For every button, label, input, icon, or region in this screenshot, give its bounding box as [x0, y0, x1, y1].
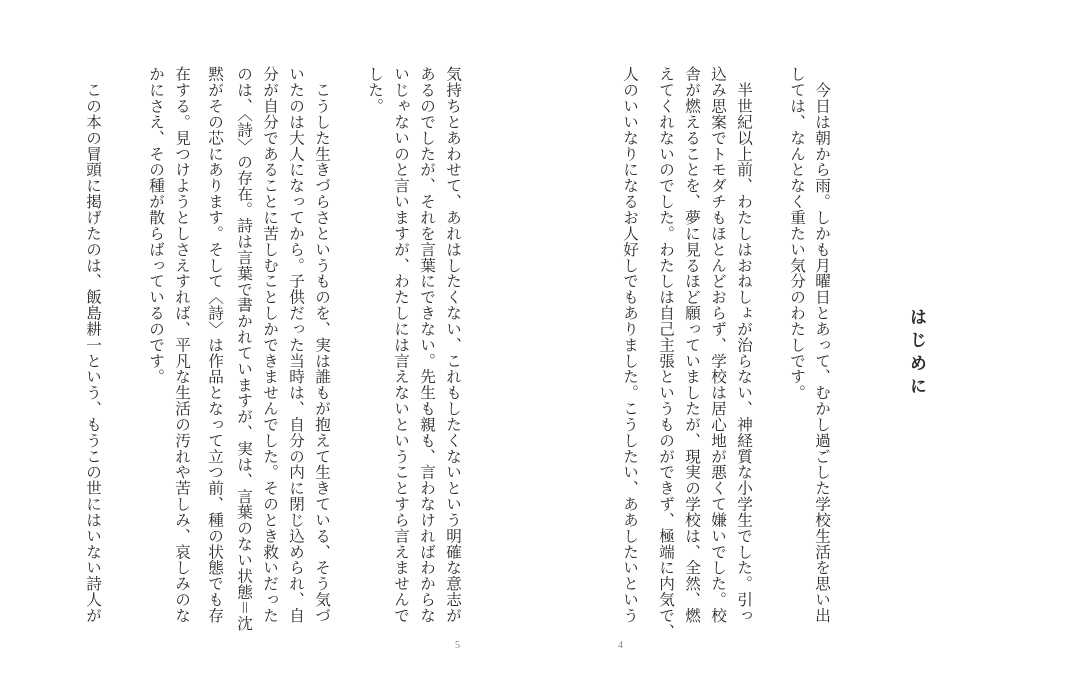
- text-line: 半世紀以上前、わたしはおねしょが治らない、神経質な小学生でした。引っ: [735, 66, 753, 624]
- text-line: した。: [366, 66, 384, 114]
- text-line: こうした生きづらさというものを、実は誰もが抱えて生きている、そう気づ: [313, 66, 331, 624]
- text-line: 在する。見つけようとしさえすれば、平凡な生活の汚れや苦しみ、哀しみのな: [173, 66, 191, 624]
- text-line: 舎が燃えることを、夢に見るほど願っていましたが、現実の学校は、全然、燃: [683, 66, 701, 624]
- text-line: かにさえ、その種が散らばっているのです。: [147, 66, 165, 385]
- text-line: 気持ちとあわせて、あれはしたくない、これもしたくないという明確な意志が: [444, 66, 462, 624]
- text-line: しては、なんとなく重たい気分のわたしです。: [788, 66, 806, 401]
- text-line: この本の冒頭に掲げたのは、飯島耕一という、もうこの世にはいない詩人が: [84, 66, 102, 624]
- text-line: あるのでしたが、それを言葉にできない。先生も親も、言わなければわからな: [418, 66, 436, 624]
- text-line: えてくれないのでした。わたしは自己主張というものができず、極端に内気で、: [657, 66, 675, 640]
- text-line: 人のいいなりになるお人好しでもありました。こうしたい、ああしたいという: [621, 66, 639, 624]
- chapter-heading: はじめに: [906, 308, 926, 400]
- text-line: 込み思案でトモダチもほとんどおらず、学校は居心地が悪くて嫌いでした。校: [709, 66, 727, 624]
- text-line: いたのは大人になってから。子供だった当時は、自分の内に閉じ込められ、自: [287, 66, 305, 624]
- text-line: いじゃないのと言いますが、わたしには言えないということすら言えませんで: [392, 66, 410, 624]
- page-number: 4: [618, 640, 623, 651]
- text-line: 分が自分であることに苦しむことしかできませんでした。そのとき救いだった: [261, 66, 279, 624]
- text-line: のは、〈詩〉の存在。詩は言葉で書かれていますが、実は、言葉のない状態＝沈: [235, 66, 253, 632]
- text-line: 今日は朝から雨。しかも月曜日とあって、むかし過ごした学校生活を思い出: [813, 66, 831, 624]
- text-line: 黙がその芯にあります。そして〈詩〉は作品となって立つ前、種の状態でも存: [206, 66, 224, 624]
- page-number: 5: [455, 640, 460, 651]
